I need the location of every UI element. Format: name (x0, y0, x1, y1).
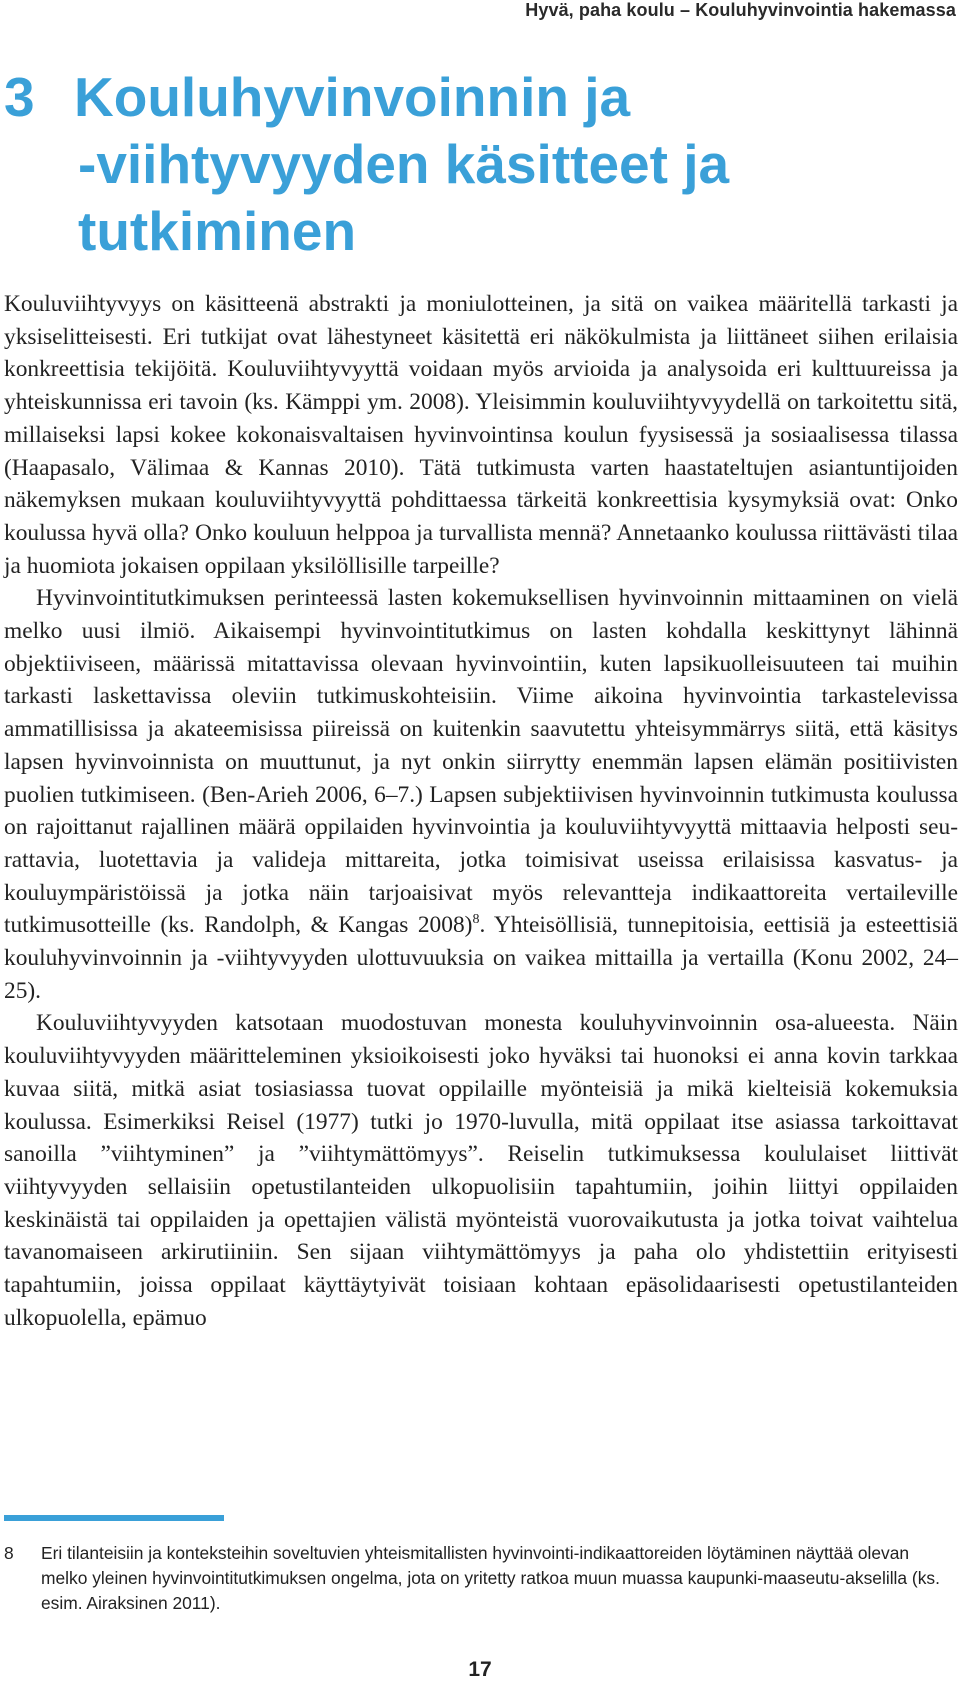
paragraph-2: Hyvinvointitutkimuksen perinteessä lasten kokemuksellisen hyvinvoinnin mittaaminen on vielä melko uusi ilmiö. Aikaisempi hyvinvointitutkimus on lasten kohdalla keskittynyt lähinnä objektiiviseen, määrissä mitattavissa olevaan hyvinvointiin, kuten lapsikuolleisuuteen tai muihin tarkasti laskettavissa oleviin tutkimuskohteisiin. Viime aikoina hyvinvointia tarkastelevissa ammatillisissa ja akateemisissa piireissä on kuitenkin saavutettu yhteisymmärrys siitä, että käsitys lapsen hyvinvoinnista on muuttunut, ja nyt onkin siirrytty enemmän lapsen elämän positiivisten puolien tutkimiseen. (Ben-Arieh 2006, 6–7.) Lapsen subjektiivisen hyvinvoinnin tutkimusta koulussa on rajoittanut rajallinen määrä oppilaiden hyvinvointia ja kouluviihtyvyyttä mittaavia helposti seurattavia, luotettavia ja valideja mittareita, jotka toimisivat useissa erilaisissa kasvatus- ja kouluympäristöissä ja jotka näin tarjoaisivat myös relevantteja indikaattoreita vertaileville tutkimusotteille (ks. Randolph, & Kangas 2008)$^8$. Yhteisöllisiä, tunnepitoisia, eettisiä ja esteettisiä kouluhyvinvoinnin ja -viihtyvyyden ulottuvuuksia on vaikea mittailla ja vertailla (Konu 2002, 24–25). (4, 585, 958, 1004)
chapter-title (4, 64, 904, 265)
paragraph-3: Kouluviihtyvyyden katsotaan muodostuvan monesta kouluhyvinvoinnin osa-alueesta. Näin kouluviihtyvyyden määritteleminen yksioikoisesti joko hyväksi tai huonoksi ei anna kovin tarkkaa kuvaa siitä, mitkä asiat tosiasiassa tuovat oppilaille myönteisiä ja mikä kielteisiä kokemuksia koulussa. Esimerkiksi Reisel (1977) tutki jo 1970-luvulla, mitä oppilaat itse asiassa tarkoittavat sanoilla ”viihtyminen” ja ”viihtymättömyys”. Reiselin tutkimuksessa koululaiset liittivät viihtyvyyden sellaisiin opetustilanteiden ulkopuolisiin tapahtumiin, joihin liittyi oppilaiden keskinäistä tai oppilaiden ja opettajien välistä myönteistä vuorovaikutusta ja jotka toivat vaihtelua tavanomaiseen arkirutiiniin. Sen sijaan viihtymättömyys ja paha olo yhdistettiin erityisesti tapahtumiin, joissa oppilaat käyttäytyivät toisiaan kohtaan epäsolidaarisesti opetustilanteiden ulkopuolella, epämuo (4, 1010, 958, 1331)
chapter-title-line-3: tutkiminen (78, 200, 357, 262)
chapter-title-line-1: 3 Kouluhyvinvoinnin ja (4, 64, 904, 131)
footnote-text: Eri tilanteisiin ja konteksteihin soveltuvien yhteismitallisten hyvinvointi-indikaattoreiden löytäminen näyttää olevan melko yleinen hyvinvointitutkimuksen ongelma, jota on yritetty ratkoa muun muassa kaupunki-maaseutu-akselilla (ks. esim. Airaksinen 2011). (41, 1543, 940, 1613)
footnote-reference[interactable]: 8 (472, 912, 480, 928)
running-header: Hyvä, paha koulu – Kouluhyvinvointia hakemassa (525, 0, 956, 20)
chapter-number: 3 (4, 66, 35, 128)
footnote (4, 1541, 954, 1616)
footnote-number: 8 (4, 1543, 14, 1563)
footnote-divider (4, 1515, 224, 1521)
body-text (4, 288, 958, 1335)
chapter-title-line-2: -viihtyvyyden käsitteet ja (78, 133, 730, 195)
paragraph-1: Kouluviihtyvyys on käsitteenä abstrakti ja moniulotteinen, ja sitä on vaikea määritellä tarkasti ja yksiselitteisesti. Eri tutkijat ovat lähestyneet käsitettä eri näkökulmista ja liittäneet siihen erilaisia konkreettisia tekijöitä. Kouluviihtyvyyttä voidaan myös arvioida ja analysoida eri kulttuureissa ja yhteiskunnissa eri tavoin (ks. Kämppi ym. 2008). Yleisimmin kouluviihtyvyydellä on tarkoitettu sitä, millaiseksi lapsi kokee kokonaisvaltaisen hyvinvointinsa koulun fyysisessä ja sosiaalisessa tilassa (Haapasalo, Välimaa & Kannas 2010). Tätä tutkimusta varten haastateltujen asiantuntijoiden näkemyksen mukaan kouluviihtyvyyttä pohdittaessa tärkeitä konkreettisia kysymyksiä ovat: Onko koulussa hyvä olla? Onko kouluun helppoa ja turvallista mennä? Annetaanko koulussa riittävästi tilaa ja huomiota jokaisen oppilaan yksilöllisille tarpeille? (4, 291, 958, 579)
page-number: 17 (468, 1658, 492, 1681)
